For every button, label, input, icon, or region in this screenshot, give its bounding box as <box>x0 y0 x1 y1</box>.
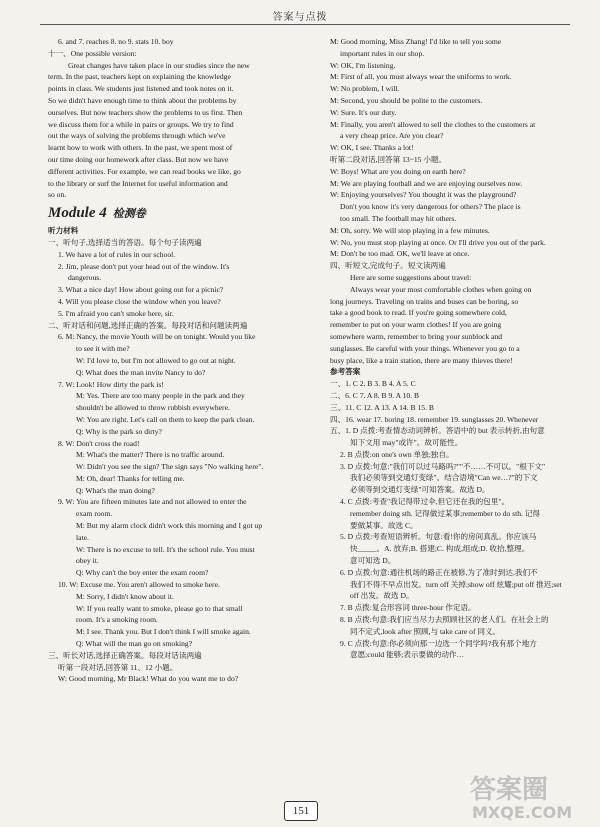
text-line: 4. C 点拨:考查"我记得带过伞,但它还在我的包里"。 <box>340 497 510 507</box>
listening-section-label: 听力材料 <box>48 226 79 236</box>
text-line: M: Oh, sorry. We will stop playing in a few minutes. <box>330 225 490 235</box>
text-line: 我们必须等到交通灯变绿"。结合语境"Can we…?"的下文 <box>350 473 538 483</box>
text-line: 要做某事。故选 C。 <box>350 520 418 530</box>
text-line: W: Sure. It's our duty. <box>330 107 397 117</box>
text-line: points in class. We students just listened and took notes on it. <box>48 84 234 94</box>
text-line: 6. D 点拨:句意:通往机场的路正在被修,为了准时到达,我们不 <box>340 567 538 577</box>
text-line: somewhere warm, remember to bring your sunblock and <box>330 331 503 341</box>
text-line: 9. C 点拨:句意:你必须向那一边选一个同学吗?我有那个地方 <box>340 638 537 648</box>
text-line: ourselves. But now teachers show the problems to us first. Then <box>48 107 243 117</box>
text-line: 8. W: Don't cross the road! <box>58 438 140 448</box>
text-line: 四、16. wear 17. boring 18. remember 19. sunglasses 20. Whenever <box>330 414 539 424</box>
text-line: room. It's a smoking room. <box>76 615 158 625</box>
text-line: 4. Will you please close the window when you leave? <box>58 296 221 306</box>
text-line: term. In the past, teachers kept on explaining the knowledge <box>48 72 231 82</box>
text-line: remember doing sth. 记得做过某事;remember to do sth. 记得 <box>350 508 541 518</box>
watermark-text: 答案圈 <box>470 775 549 805</box>
text-line: 一、1. C 2. B 3. B 4. A 5. C <box>330 379 416 389</box>
text-line: off 出发。故选 D。 <box>350 591 414 601</box>
text-line: 6. M: Nancy, the movie Youth will be on tonight. Would you like <box>58 332 256 342</box>
text-line: 3. D 点拨:句意:"我们可以过马路吗?""不……不可以。"根下文" <box>340 461 546 471</box>
text-line: 一、听句子,选择适当的答语。每个句子读两遍 <box>48 237 202 247</box>
text-line: 三、听长对话,选择正确答案。每段对话读两遍 <box>48 650 202 660</box>
text-line: W: OK, I'm listening. <box>330 60 396 70</box>
text-line: 3. What a nice day! How about going out for a picnic? <box>58 285 224 295</box>
text-line: dangerous. <box>68 273 102 283</box>
text-line: too small. The football may hit others. <box>340 213 457 223</box>
text-line: 2. B 点拨:on one's own 单独;独自。 <box>340 449 454 459</box>
text-line: W: There is no excuse to tell. It's the school rule. You must <box>76 544 255 554</box>
right-column <box>330 36 600 661</box>
text-line: M: But my alarm clock didn't work this morning and I got up <box>76 521 263 531</box>
text-line: W: Boys! What are you doing on earth here? <box>330 166 466 176</box>
text-line: 听第一段对话,回答第 11、12 小题。 <box>58 662 178 672</box>
text-line: W: OK, I see. Thanks a lot! <box>330 143 414 153</box>
text-line: take a good book to read. If you're going somewhere cold, <box>330 308 507 318</box>
text-line: out the ways of solving the problems through which we've <box>48 131 226 141</box>
text-line: 同不定式,look after 照顾,与 take care of 同义。 <box>350 626 501 636</box>
answers-section-label: 参考答案 <box>330 367 361 377</box>
text-line: Don't you know it's very dangerous for others? The place is <box>340 202 521 212</box>
right-bottom-text <box>330 378 600 661</box>
text-line: M: Second, you should be polite to the customers. <box>330 95 483 105</box>
text-line: W: No, you must stop playing at once. Or I'll drive you out of the park. <box>330 237 546 247</box>
page-number: 151 <box>284 801 318 821</box>
text-line: So we didn't have enough time to think about the problems by <box>48 95 237 105</box>
text-line: W: Enjoying yourselves? You thought it was the playground? <box>330 190 517 200</box>
text-line: our time doing our homework after class. But now we have <box>48 154 229 164</box>
text-line: W: If you really want to smoke, please go to that small <box>76 603 243 613</box>
text-line: learnt how to work with others. In the past, we spent most of <box>48 143 233 153</box>
left-top-text <box>48 36 320 201</box>
text-line: 5. D 点拨:考查短语辨析。句意:看!你的房间真乱。你应该马 <box>340 532 537 542</box>
text-line: to see it with me? <box>76 344 130 354</box>
text-line: M: Oh, dear! Thanks for telling me. <box>76 473 185 483</box>
text-line: W: Didn't you see the sign? The sign says "No walking here". <box>76 462 264 472</box>
text-line: Q: Why can't the boy enter the exam room? <box>76 568 209 578</box>
text-line: W: You are right. Let's call on them to keep the park clean. <box>76 414 255 424</box>
text-line: Q: What's the man doing? <box>76 485 155 495</box>
text-line: sunglasses. Be careful with your things. Whenever you go to a <box>330 343 520 353</box>
text-line: M: Yes. There are too many people in the park and they <box>76 391 245 401</box>
header-divider <box>40 24 570 25</box>
text-line: Q: What will the man go on smoking? <box>76 639 193 649</box>
text-line: 1. We have a lot of rules in our school. <box>58 249 176 259</box>
text-line: 二、6. C 7. A 8. B 9. A 10. B <box>330 390 420 400</box>
text-line: M: Good morning, Miss Zhang! I'd like to tell you some <box>330 37 502 46</box>
text-line: W: Good morning, Mr Black! What do you want me to do? <box>58 674 239 684</box>
text-line: to the library or surf the Internet for useful information and <box>48 178 228 188</box>
text-line: M: Finally, you aren't allowed to sell the clothes to the customers at <box>330 119 536 129</box>
module-subtitle: 检测卷 <box>112 208 146 221</box>
right-top-text <box>330 36 600 366</box>
text-line: 8. B 点拨:句意:我们应当尽力去照顾社区的老人们。在社会上的 <box>340 615 549 625</box>
text-line: Here are some suggestions about travel: <box>350 272 472 282</box>
text-line: 五、1. D 点拨:考查情态动词辨析。答语中的 but 表示转折,由句意 <box>330 426 545 436</box>
text-line: shouldn't be allowed to throw rubbish everywhere. <box>76 403 230 413</box>
watermark-logo <box>462 768 592 823</box>
text-line: M: Don't be too mad. OK, we'll leave at once. <box>330 249 470 259</box>
text-line: busy place, like a train station, there are many thieves there! <box>330 355 513 365</box>
text-line: M: What's the matter? There is no traffic around. <box>76 450 225 460</box>
text-line: a very cheap price. Are you clear? <box>340 131 444 141</box>
watermark-subtext: MXQE.COM <box>472 803 573 822</box>
module-title-text: Module 4 <box>48 205 107 222</box>
text-line: late. <box>76 532 89 542</box>
text-line: M: I see. Thank you. But I don't think I will smoke again. <box>76 627 251 637</box>
text-line: 意愿;could 能够;表示要做的动作… <box>350 650 465 660</box>
text-line: so on. <box>48 190 67 200</box>
text-line: obey it. <box>76 556 99 566</box>
text-line: 四、听短文,完成句子。短文读两遍 <box>330 261 446 271</box>
text-line: 知下文用 may"或许"。故可能性。 <box>350 438 463 448</box>
text-line: 听第二段对话,回答第 13~15 小题。 <box>330 154 447 164</box>
text-line: 10. W: Excuse me. You aren't allowed to smoke here. <box>58 580 220 590</box>
text-line: W: I'd love to, but I'm not allowed to go out at night. <box>76 355 236 365</box>
header-title: 答案与点拨 <box>272 12 328 23</box>
text-line: 十一、One possible version: <box>48 48 137 58</box>
text-line: 我们不得不早点出发。turn off 关掉;show off 炫耀;put off 推迟;set <box>350 579 562 589</box>
text-line: 三、11. C 12. A 13. A 14. B 15. B <box>330 402 434 412</box>
text-line: Always wear your most comfortable clothes when going on <box>350 284 532 294</box>
text-line: Q: Why is the park so dirty? <box>76 426 162 436</box>
text-line: W: No problem, I will. <box>330 84 400 94</box>
text-line: 意可知选 D。 <box>350 556 396 566</box>
text-line: M: First of all, you must always wear the uniforms to work. <box>330 72 512 82</box>
text-line: important rules in our shop. <box>340 48 425 58</box>
text-line: M: We are playing football and we are enjoying ourselves now. <box>330 178 523 188</box>
text-line: 7. B 点拨:复合形容词 three-hour 作定语。 <box>340 603 476 613</box>
text-line: 7. W: Look! How dirty the park is! <box>58 379 164 389</box>
text-line: 2. Jim, please don't put your head out of the window. It's <box>58 261 230 271</box>
text-line: 5. I'm afraid you can't smoke here, sir. <box>58 308 174 318</box>
left-column <box>48 36 320 685</box>
text-line: M: Sorry, I didn't know about it. <box>76 591 174 601</box>
text-line: we discuss them for a while in pairs or groups. We try to find <box>48 119 234 129</box>
left-bottom-text <box>48 237 320 685</box>
text-line: 6. and 7. reaches 8. no 9. stats 10. boy <box>58 37 174 46</box>
text-line: 必须等到交通灯变绿"可知答案。故选 D。 <box>350 485 490 495</box>
text-line: Q: What does the man invite Nancy to do? <box>76 367 206 377</box>
text-line: Great changes have taken place in our studies since the new <box>68 60 250 70</box>
text-line: long journeys. Traveling on trains and buses can be boring, so <box>330 296 519 306</box>
page-header <box>0 0 600 30</box>
text-line: 二、听对话和问题,选择正确的答案。每段对话和问题读两遍 <box>48 320 248 330</box>
text-line: remember to put on your warm clothes! If you are going <box>330 320 502 330</box>
module-title <box>48 203 320 224</box>
text-line: 快_____。A. 放弃;B. 搭建;C. 构成,组成;D. 收拾,整理。 <box>350 544 530 554</box>
text-line: exam room. <box>76 509 113 519</box>
text-line: 9. W: You are fifteen minutes late and not allowed to enter the <box>58 497 247 507</box>
text-line: different activities. For example, we can read books we like, go <box>48 166 241 176</box>
